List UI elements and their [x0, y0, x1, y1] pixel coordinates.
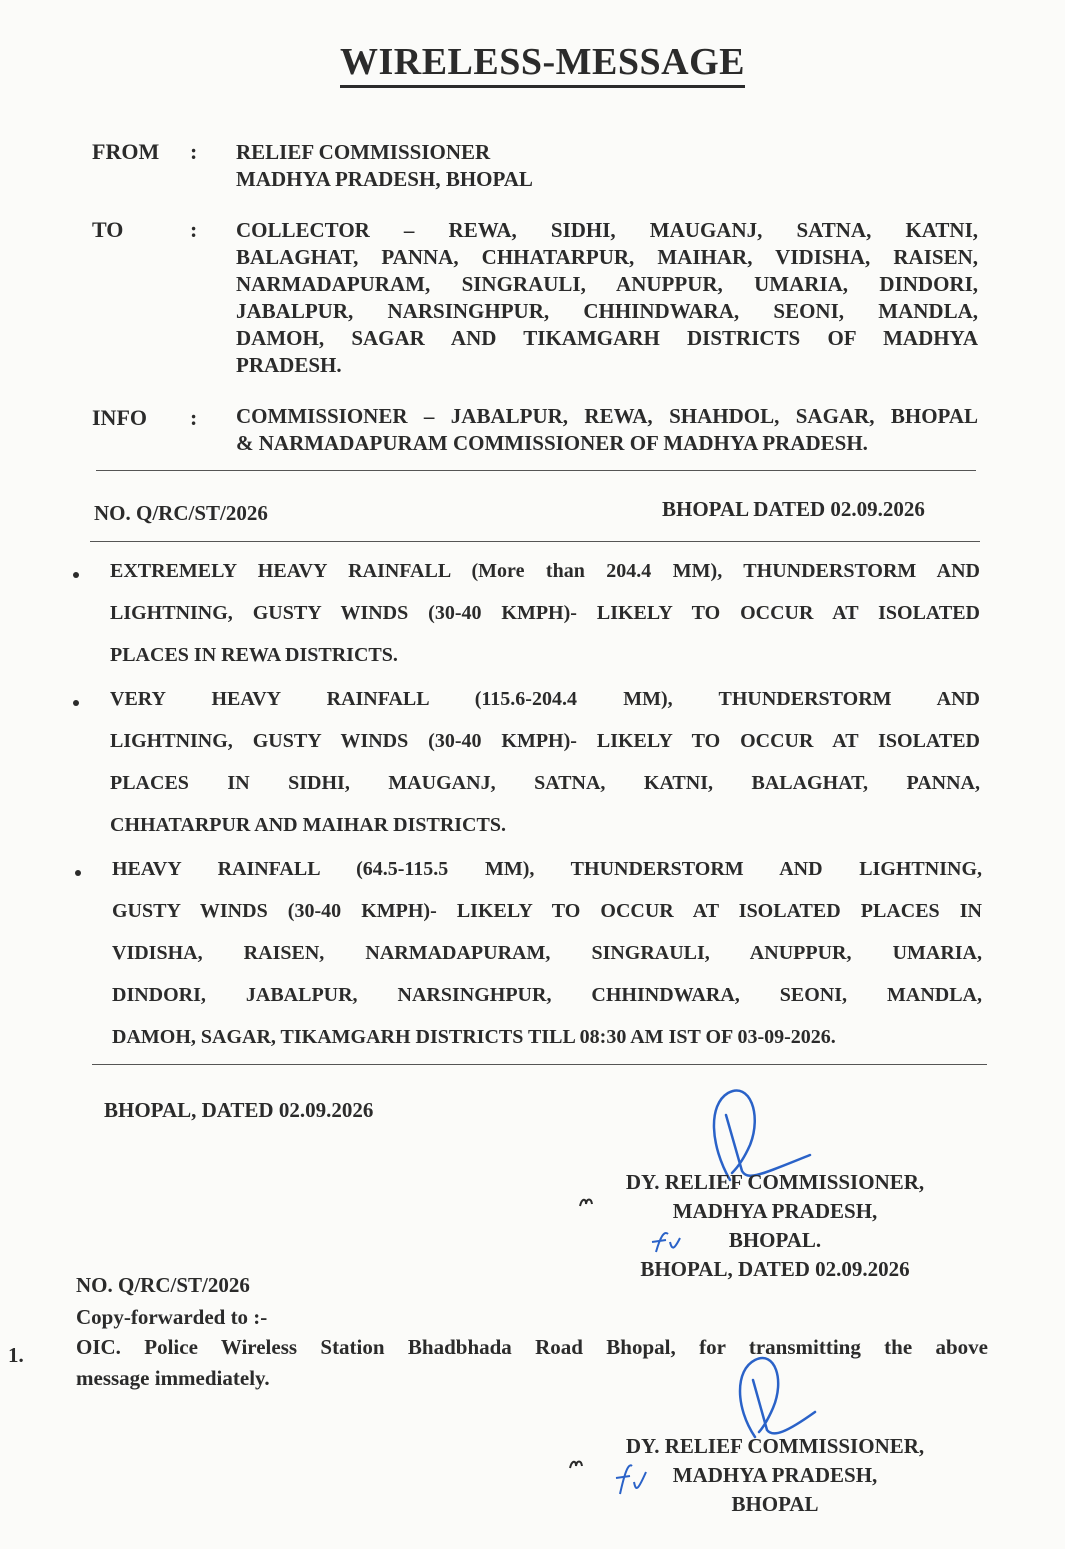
bullet-line: VIDISHA, RAISEN, NARMADAPURAM, SINGRAULI, ANUPPUR, UMARIA, [112, 942, 982, 964]
bullet-item [110, 678, 980, 846]
for-mark-icon [612, 1458, 652, 1498]
bullet-line: PLACES IN REWA DISTRICTS. [110, 644, 398, 666]
info-block [236, 403, 978, 457]
bullet-line: LIGHTNING, GUSTY WINDS (30-40 KMPH)- LIKELY TO OCCUR AT ISOLATED [110, 730, 980, 752]
copy-item-line: OIC. Police Wireless Station Bhadbhada Road Bhopal, for transmitting the above [76, 1335, 988, 1359]
signature-title: DY. RELIEF COMMISSIONER, [625, 1170, 925, 1194]
divider [96, 470, 976, 471]
to-line: NARMADAPURAM, SINGRAULI, ANUPPUR, UMARIA, DINDORI, [236, 272, 978, 296]
info-label: INFO [92, 405, 147, 430]
copy-item-number: 1. [8, 1343, 24, 1367]
signature-date: BHOPAL, DATED 02.09.2026 [640, 1257, 910, 1281]
bullet-line: VERY HEAVY RAINFALL (115.6-204.4 MM), THUNDERSTORM AND [110, 688, 980, 710]
info-colon: : [190, 405, 198, 430]
signature-state: MADHYA PRADESH, [672, 1199, 878, 1223]
info-line: & NARMADAPURAM COMMISSIONER OF MADHYA PRADESH. [236, 431, 868, 455]
from-label: FROM [92, 139, 160, 164]
from-block [236, 139, 533, 193]
bullet-line: HEAVY RAINFALL (64.5-115.5 MM), THUNDERSTORM AND LIGHTNING, [112, 858, 982, 880]
signature-state: MADHYA PRADESH, [672, 1463, 878, 1487]
reference-number: NO. Q/RC/ST/2026 [94, 501, 268, 525]
signature-city: BHOPAL [731, 1492, 819, 1516]
bullet-line: DAMOH, SAGAR, TIKAMGARH DISTRICTS TILL 08:30 AM IST OF 03-09-2026. [112, 1026, 836, 1048]
to-block [236, 217, 978, 379]
signature-city: BHOPAL. [728, 1228, 822, 1252]
signature-block-2 [600, 1432, 950, 1519]
bullet-line: DINDORI, JABALPUR, NARSINGHPUR, CHHINDWARA, SEONI, MANDLA, [112, 984, 982, 1006]
signature-title: DY. RELIEF COMMISSIONER, [625, 1434, 925, 1458]
bullet-icon [73, 700, 79, 706]
footer-date: BHOPAL, DATED 02.09.2026 [104, 1098, 374, 1122]
copy-reference-number: NO. Q/RC/ST/2026 [76, 1273, 250, 1297]
to-colon: : [190, 217, 198, 242]
initial-mark-icon [568, 1454, 588, 1474]
to-line: BALAGHAT, PANNA, CHHATARPUR, MAIHAR, VIDISHA, RAISEN, [236, 245, 978, 269]
divider [90, 541, 980, 542]
copy-forwarded-label: Copy-forwarded to :- [76, 1305, 268, 1329]
bullet-icon [73, 572, 79, 578]
bullet-item [110, 550, 980, 676]
bullet-line: GUSTY WINDS (30-40 KMPH)- LIKELY TO OCCUR AT ISOLATED PLACES IN [112, 900, 982, 922]
to-line: PRADESH. [236, 353, 342, 377]
bullet-line: PLACES IN SIDHI, MAUGANJ, SATNA, KATNI, BALAGHAT, PANNA, [110, 772, 980, 794]
document-title: WIRELESS-MESSAGE [0, 40, 1065, 84]
to-line: JABALPUR, NARSINGHPUR, CHHINDWARA, SEONI, MANDLA, [236, 299, 978, 323]
to-label: TO [92, 217, 124, 242]
bullet-line: CHHATARPUR AND MAIHAR DISTRICTS. [110, 814, 506, 836]
divider [92, 1064, 987, 1065]
from-colon: : [190, 139, 198, 164]
bullet-line: EXTREMELY HEAVY RAINFALL (More than 204.4 MM), THUNDERSTORM AND [110, 560, 980, 582]
bullet-icon [75, 870, 81, 876]
from-line: MADHYA PRADESH, BHOPAL [236, 167, 533, 191]
to-line: DAMOH, SAGAR AND TIKAMGARH DISTRICTS OF MADHYA [236, 326, 978, 350]
signature-block-1 [600, 1168, 950, 1284]
to-line: COLLECTOR – REWA, SIDHI, MAUGANJ, SATNA, KATNI, [236, 218, 978, 242]
from-line: RELIEF COMMISSIONER [236, 140, 491, 164]
bullet-line: LIGHTNING, GUSTY WINDS (30-40 KMPH)- LIKELY TO OCCUR AT ISOLATED [110, 602, 980, 624]
bullet-item [112, 848, 982, 1058]
for-mark-icon [650, 1228, 690, 1256]
initial-mark-icon [578, 1192, 598, 1212]
copy-item-line: message immediately. [76, 1366, 270, 1390]
reference-date: BHOPAL DATED 02.09.2026 [662, 497, 925, 521]
info-line: COMMISSIONER – JABALPUR, REWA, SHAHDOL, SAGAR, BHOPAL [236, 404, 978, 428]
